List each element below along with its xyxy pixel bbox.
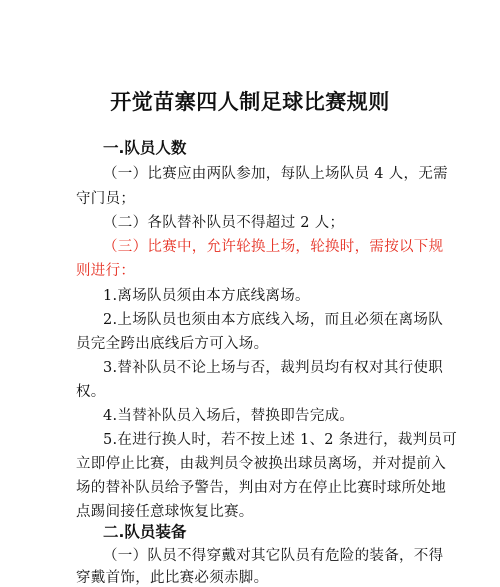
paragraph-line: 点踢间接任意球恢复比赛。: [76, 504, 254, 520]
paragraph-line-highlight: （三）比赛中，允许轮换上场，轮换时，需按以下规: [103, 239, 444, 255]
section-heading-equipment: 二.队员装备: [103, 523, 187, 541]
paragraph-line-highlight: 则进行：: [76, 263, 136, 279]
paragraph-line: 守门员；: [76, 191, 136, 207]
document-title: 开觉苗寨四人制足球比赛规则: [110, 90, 390, 114]
paragraph-line: 立即停止比赛，由裁判员令被换出球员离场，并对提前入: [76, 456, 446, 472]
paragraph-line: 4.当替补队员入场后，替换即告完成。: [103, 408, 355, 424]
paragraph-line: 3.替补队员不论上场与否，裁判员均有权对其行使职: [103, 360, 444, 376]
paragraph-line: 场的替补队员给予警告，判由对方在停止比赛时球所处地: [76, 480, 446, 496]
paragraph-line: 5.在进行换人时，若不按上述 1、2 条进行，裁判员可: [103, 432, 458, 448]
paragraph-line: （一）比赛应由两队参加，每队上场队员 4 人，无需: [103, 166, 448, 182]
paragraph-line: （二）各队替补队员不得超过 2 人；: [103, 215, 345, 231]
paragraph-line: 穿戴首饰，此比赛必须赤脚。: [76, 570, 269, 586]
paragraph-line: （一）队员不得穿戴对其它队员有危险的装备，不得: [103, 548, 444, 564]
paragraph-line: 权。: [76, 384, 106, 400]
paragraph-line: 员完全跨出底线后方可入场。: [76, 336, 269, 352]
section-heading-team-size: 一.队员人数: [103, 139, 187, 157]
paragraph-line: 1.离场队员须由本方底线离场。: [103, 288, 310, 304]
paragraph-line: 2.上场队员也须由本方底线入场，而且必须在离场队: [103, 312, 444, 328]
